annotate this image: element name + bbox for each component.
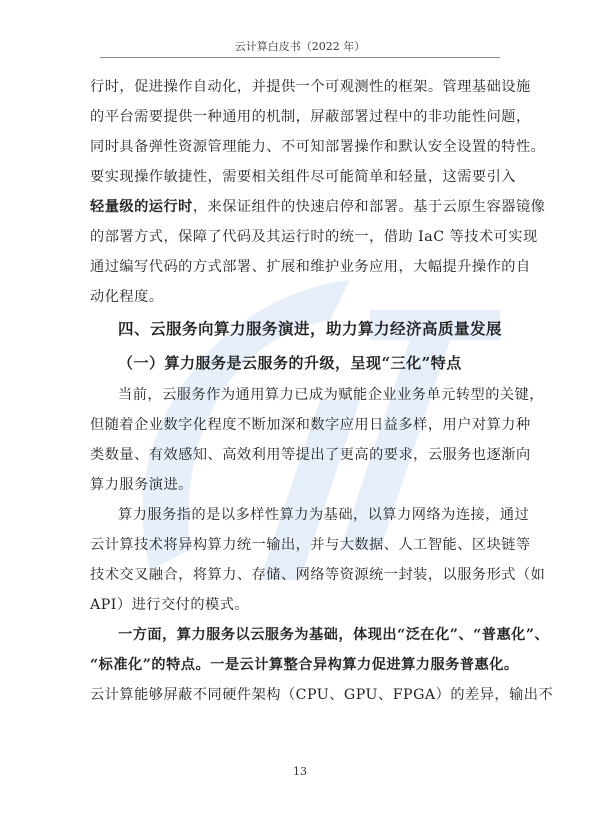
- text-line: 当前，云服务作为通用算力已成为赋能企业业务单元转型的关键，: [118, 387, 544, 403]
- text-line: 但随着企业数字化程度不断加深和数字应用日益多样，用户对算力种: [90, 417, 531, 433]
- text-line: 动化程度。: [90, 289, 164, 305]
- text-line: 要实现操作敏捷性，需要相关组件尽可能简单和轻量，这需要引入: [90, 169, 516, 185]
- text-run: ，来保证组件的快速启停和部署。基于云原生容器镜像: [192, 199, 546, 215]
- page-body: [90, 72, 554, 710]
- text-line: 同时具备弹性资源管理能力、不可知部署操作和默认安全设置的特性。: [90, 139, 546, 155]
- text-line: 的部署方式，保障了代码及其运行时的统一，借助 IaC 等技术可实现: [90, 229, 538, 245]
- bold-term: 一是云计算整合异构算力促进算力服务普惠化。: [210, 657, 519, 673]
- paragraph-1: [90, 72, 546, 312]
- text-line: 算力服务指的是以多样性算力为基础，以算力网络为连接，通过: [118, 507, 530, 523]
- text-line: 一方面，算力服务以云服务为基础，体现出“泛在化”、“普惠化”、: [118, 627, 550, 643]
- header-divider: [100, 57, 500, 58]
- text-line: [90, 192, 546, 222]
- text-line: 算力服务演进。: [90, 477, 193, 493]
- text-line: 技术交叉融合，将算力、存储、网络等资源统一封装，以服务形式（如: [90, 567, 546, 583]
- text-line: 云计算能够屏蔽不同硬件架构（CPU、GPU、FPGA）的差异，输出不: [90, 687, 554, 703]
- bold-term: “标准化”的特点。: [90, 657, 211, 673]
- page-number: 13: [293, 765, 307, 778]
- paragraph-4: [90, 620, 554, 710]
- subsection-heading: （一）算力服务是云服务的升级，呈现“三化”特点: [118, 354, 462, 372]
- paragraph-2: [90, 380, 544, 500]
- text-line: 的平台需要提供一种通用的机制，屏蔽部署过程中的非功能性问题，: [90, 109, 531, 125]
- text-line: 通过编写代码的方式部署、扩展和维护业务应用，大幅提升操作的自: [90, 259, 531, 275]
- text-line: API）进行交付的模式。: [90, 597, 250, 613]
- text-line: 类数量、有效感知、高效利用等提出了更高的要求，云服务也逐渐向: [90, 447, 531, 463]
- running-header: 云计算白皮书（2022 年）: [234, 40, 366, 53]
- section-heading: 四、云服务向算力服务演进，助力算力经济高质量发展: [118, 319, 503, 338]
- paragraph-3: [90, 500, 546, 620]
- bold-term: 轻量级的运行时: [90, 199, 193, 215]
- text-line: 云计算技术将异构算力统一输出，并与大数据、人工智能、区块链等: [90, 537, 531, 553]
- text-line: [90, 650, 519, 680]
- text-line: 行时，促进操作自动化，并提供一个可观测性的框架。管理基础设施: [90, 79, 531, 95]
